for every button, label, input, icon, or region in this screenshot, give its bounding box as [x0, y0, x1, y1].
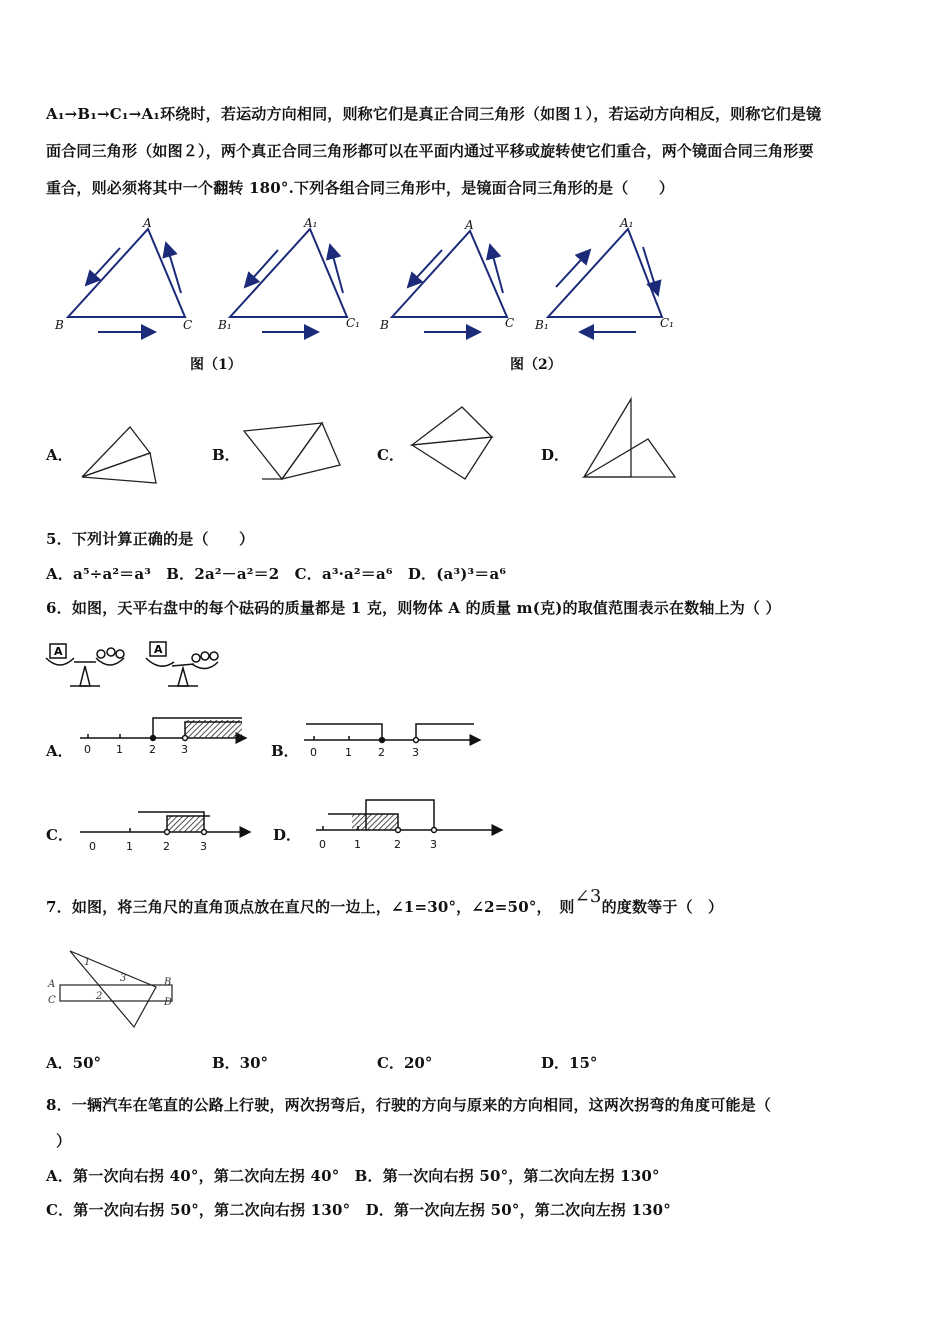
q7-stem-part-2: 的度数等于（ ） — [601, 898, 724, 916]
label-c1-2: C₁ — [660, 316, 674, 330]
q4-text-line-1: A₁→B₁→C₁→A₁环绕时，若运动方向相同，则称它们是真正合同三角形（如图１），若运动方向相反，则称它们是镜 — [46, 105, 822, 123]
option-c-triangle-2 — [412, 437, 492, 479]
scale-1-object-label: A — [54, 645, 63, 658]
nl-d-tick-2: 2 — [394, 838, 401, 851]
q6-number-lines — [0, 710, 950, 860]
option-b-triangle-1 — [244, 423, 322, 479]
label-b1: B₁ — [218, 318, 232, 332]
q4-option-figures — [0, 395, 950, 495]
q6-option-b[interactable]: B． — [271, 742, 299, 760]
q7-option-a[interactable]: A．50° — [46, 1054, 102, 1072]
label-c1: C₁ — [346, 316, 360, 330]
label-c: C — [183, 318, 193, 332]
label-b1-2: B₁ — [535, 318, 549, 332]
q7-angle-3: ∠3 — [574, 886, 602, 907]
nl-b-tick-2: 2 — [378, 746, 385, 759]
q7-label-angle-1: 1 — [84, 957, 91, 968]
nl-d-tick-0: 0 — [319, 838, 326, 851]
q5-stem: 5．下列计算正确的是（ ） — [46, 530, 255, 548]
nl-d-tick-3: 3 — [430, 838, 437, 851]
q8-options-cd: C．第一次向右拐 50°，第二次向右拐 130° D．第一次向左拐 50°，第二次向左拐 130° — [46, 1201, 672, 1219]
figure-1-caption: 图（1） — [190, 357, 242, 373]
option-a-triangle-2 — [82, 453, 156, 483]
q5-options: A．a⁵÷a²＝a³ B．2a²－a²＝2 C．a³·a²＝a⁶ D．(a³)³＝a⁶ — [46, 565, 507, 583]
label-a: A — [143, 216, 152, 230]
q6-stem: 6．如图，天平右盘中的每个砝码的质量都是 1 克，则物体 A 的质量 m(克)的取值范围表示在数轴上为（ ） — [46, 599, 781, 617]
nl-c-tick-1: 1 — [126, 840, 133, 853]
nl-c-tick-2: 2 — [163, 840, 170, 853]
nl-a-tick-2: 2 — [149, 743, 156, 756]
label-b-2: B — [380, 318, 389, 332]
option-c-triangle-1 — [412, 407, 492, 445]
q7-label-a: A — [48, 979, 56, 990]
nl-b-tick-3: 3 — [412, 746, 419, 759]
q8-stem-line-2: ） — [56, 1132, 72, 1150]
q7-label-angle-3: 3 — [120, 973, 127, 984]
label-c-2: C — [505, 316, 515, 330]
q4-text-line-2: 面合同三角形（如图２），两个真正合同三角形都可以在平面内通过平移或旋转使它们重合，两个镜面合同三角形要 — [46, 142, 814, 160]
q7-option-b[interactable]: B．30° — [212, 1054, 269, 1072]
q4-option-a[interactable]: A． — [46, 446, 73, 464]
triangle-abc-1 — [68, 229, 185, 332]
option-a-triangle-1 — [82, 427, 150, 477]
nl-c-tick-0: 0 — [89, 840, 96, 853]
option-b-triangle-2 — [282, 423, 340, 479]
q4-reference-triangles — [0, 215, 950, 355]
nl-b-tick-1: 1 — [345, 746, 352, 759]
q4-text-line-3: 重合，则必须将其中一个翻转 180°.下列各组合同三角形中，是镜面合同三角形的是（ ） — [46, 179, 675, 197]
q6-option-c[interactable]: C． — [46, 826, 73, 844]
q4-option-d[interactable]: D． — [541, 446, 570, 464]
triangle-abc-2 — [392, 231, 507, 332]
nl-a-tick-3: 3 — [181, 743, 188, 756]
label-b: B — [55, 318, 64, 332]
q7-ruler-triangle-figure — [40, 945, 240, 1045]
q7-label-d: D — [164, 997, 173, 1008]
nl-d-tick-1: 1 — [354, 838, 361, 851]
q7-label-b: B — [164, 977, 172, 988]
nl-a-tick-0: 0 — [84, 743, 91, 756]
q6-balance-scales — [44, 638, 264, 698]
label-a-2: A — [465, 218, 474, 232]
q7-stem-part-1: 7．如图，将三角尺的直角顶点放在直尺的一边上，∠1=30°，∠2=50°， 则 — [46, 898, 575, 916]
figure-2-caption: 图（2） — [510, 357, 562, 373]
q6-option-a[interactable]: A． — [46, 742, 73, 760]
q7-stem — [46, 886, 724, 917]
nl-c-tick-3: 3 — [200, 840, 207, 853]
option-d-triangle-2 — [584, 439, 675, 477]
q6-option-d[interactable]: D． — [273, 826, 302, 844]
q7-option-c[interactable]: C．20° — [377, 1054, 433, 1072]
nl-b-tick-0: 0 — [310, 746, 317, 759]
q8-options-ab: A．第一次向右拐 40°，第二次向左拐 40° B．第一次向右拐 50°，第二次向左拐 130° — [46, 1167, 660, 1185]
q7-label-c: C — [48, 995, 56, 1006]
q7-option-d[interactable]: D．15° — [541, 1054, 598, 1072]
scale-2-object-label: A — [154, 643, 163, 656]
q4-option-b[interactable]: B． — [212, 446, 240, 464]
label-a1-2: A₁ — [620, 216, 634, 230]
q8-stem-line-1: 8．一辆汽车在笔直的公路上行驶，两次拐弯后，行驶的方向与原来的方向相同，这两次拐弯的角度可能是（ — [46, 1096, 772, 1114]
option-d-triangle-1 — [584, 399, 631, 477]
q7-label-angle-2: 2 — [96, 991, 103, 1002]
q4-option-c[interactable]: C． — [377, 446, 404, 464]
triangle-a1b1c1-2 — [548, 229, 662, 332]
nl-a-tick-1: 1 — [116, 743, 123, 756]
triangle-a1b1c1-1 — [230, 229, 347, 332]
label-a1: A₁ — [304, 216, 318, 230]
